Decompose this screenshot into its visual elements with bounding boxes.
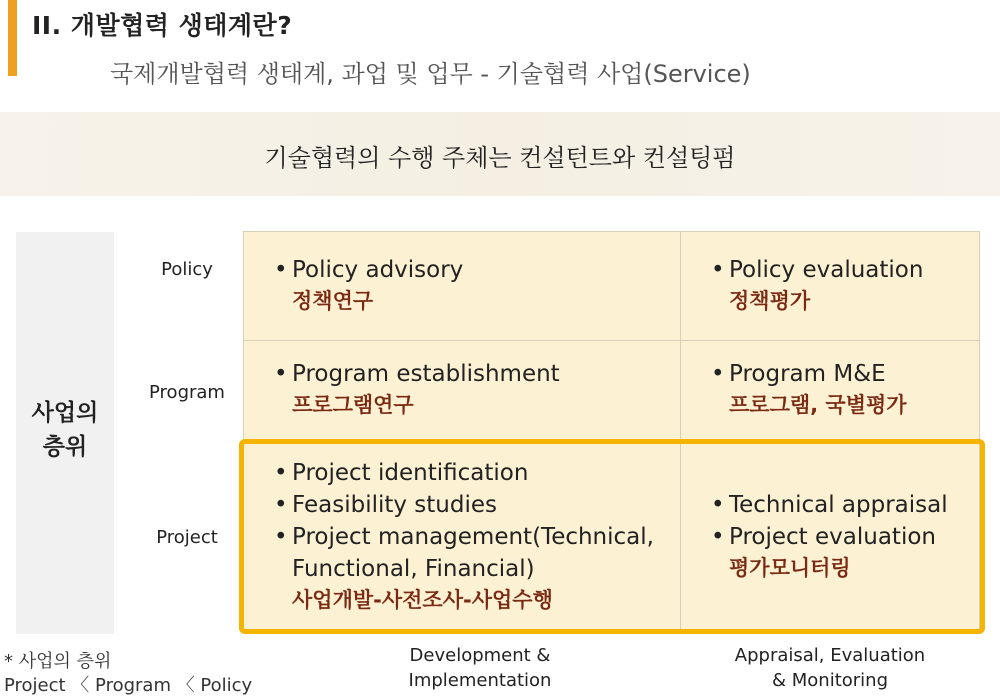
side-label-line1: 사업의 — [31, 400, 99, 426]
cell-program-development — [243, 340, 681, 440]
row-label-project: Project — [156, 527, 218, 548]
footnote-line2: Project 〈 Program 〈 Policy — [4, 675, 253, 696]
column-label-line: Appraisal, Evaluation — [734, 645, 926, 666]
cell-item: • Policy evaluation — [707, 254, 923, 286]
cell-korean-label: 사업개발-사전조사-사업수행 — [292, 588, 553, 612]
side-label-line2: 층위 — [42, 434, 88, 460]
banner — [0, 112, 1000, 196]
row-label-policy: Policy — [161, 259, 213, 280]
cell-korean-label: 평가모니터링 — [729, 556, 851, 580]
cell-korean-label: 프로그램연구 — [292, 393, 414, 417]
project-row-highlight — [239, 439, 985, 634]
footnote — [4, 650, 252, 698]
cell-policy-evaluation — [680, 231, 980, 341]
cell-korean-label: 정책연구 — [292, 289, 374, 313]
cell-item: • Project identification — [270, 457, 654, 489]
cell-item: • Policy advisory — [270, 254, 463, 286]
cell-item: • Feasibility studies — [270, 489, 654, 521]
column-label-line: Implementation — [408, 670, 552, 691]
column-label-development — [370, 643, 590, 693]
row-label-program: Program — [149, 382, 225, 403]
cell-item: • Technical appraisal — [707, 489, 948, 521]
column-label-line: Development & — [409, 645, 551, 666]
cell-item: • Project evaluation — [707, 521, 948, 553]
cell-policy-development — [243, 231, 681, 341]
cell-item: • Program M&E — [707, 358, 907, 390]
title-accent-bar — [8, 0, 17, 76]
banner-text: 기술협력의 수행 주체는 컨설턴트와 컨설팅펌 — [264, 144, 736, 172]
footnote-line1: * 사업의 층위 — [4, 651, 112, 672]
cell-korean-label: 프로그램, 국별평가 — [729, 393, 907, 417]
cell-korean-label: 정책평가 — [729, 289, 811, 313]
column-label-line: & Monitoring — [771, 670, 888, 691]
layer-side-label — [16, 396, 114, 464]
page-subtitle: 국제개발협력 생태계, 과업 및 업무 - 기술협력 사업(Service) — [110, 60, 751, 88]
cell-item: • Project management(Technical, — [270, 521, 654, 553]
cell-item-continuation: Functional, Financial) — [292, 556, 535, 582]
cell-program-evaluation — [680, 340, 980, 440]
column-label-evaluation — [710, 643, 950, 693]
page-title: II. 개발협력 생태계란? — [32, 11, 293, 40]
cell-item: • Program establishment — [270, 358, 560, 390]
layer-side-panel — [16, 232, 114, 634]
